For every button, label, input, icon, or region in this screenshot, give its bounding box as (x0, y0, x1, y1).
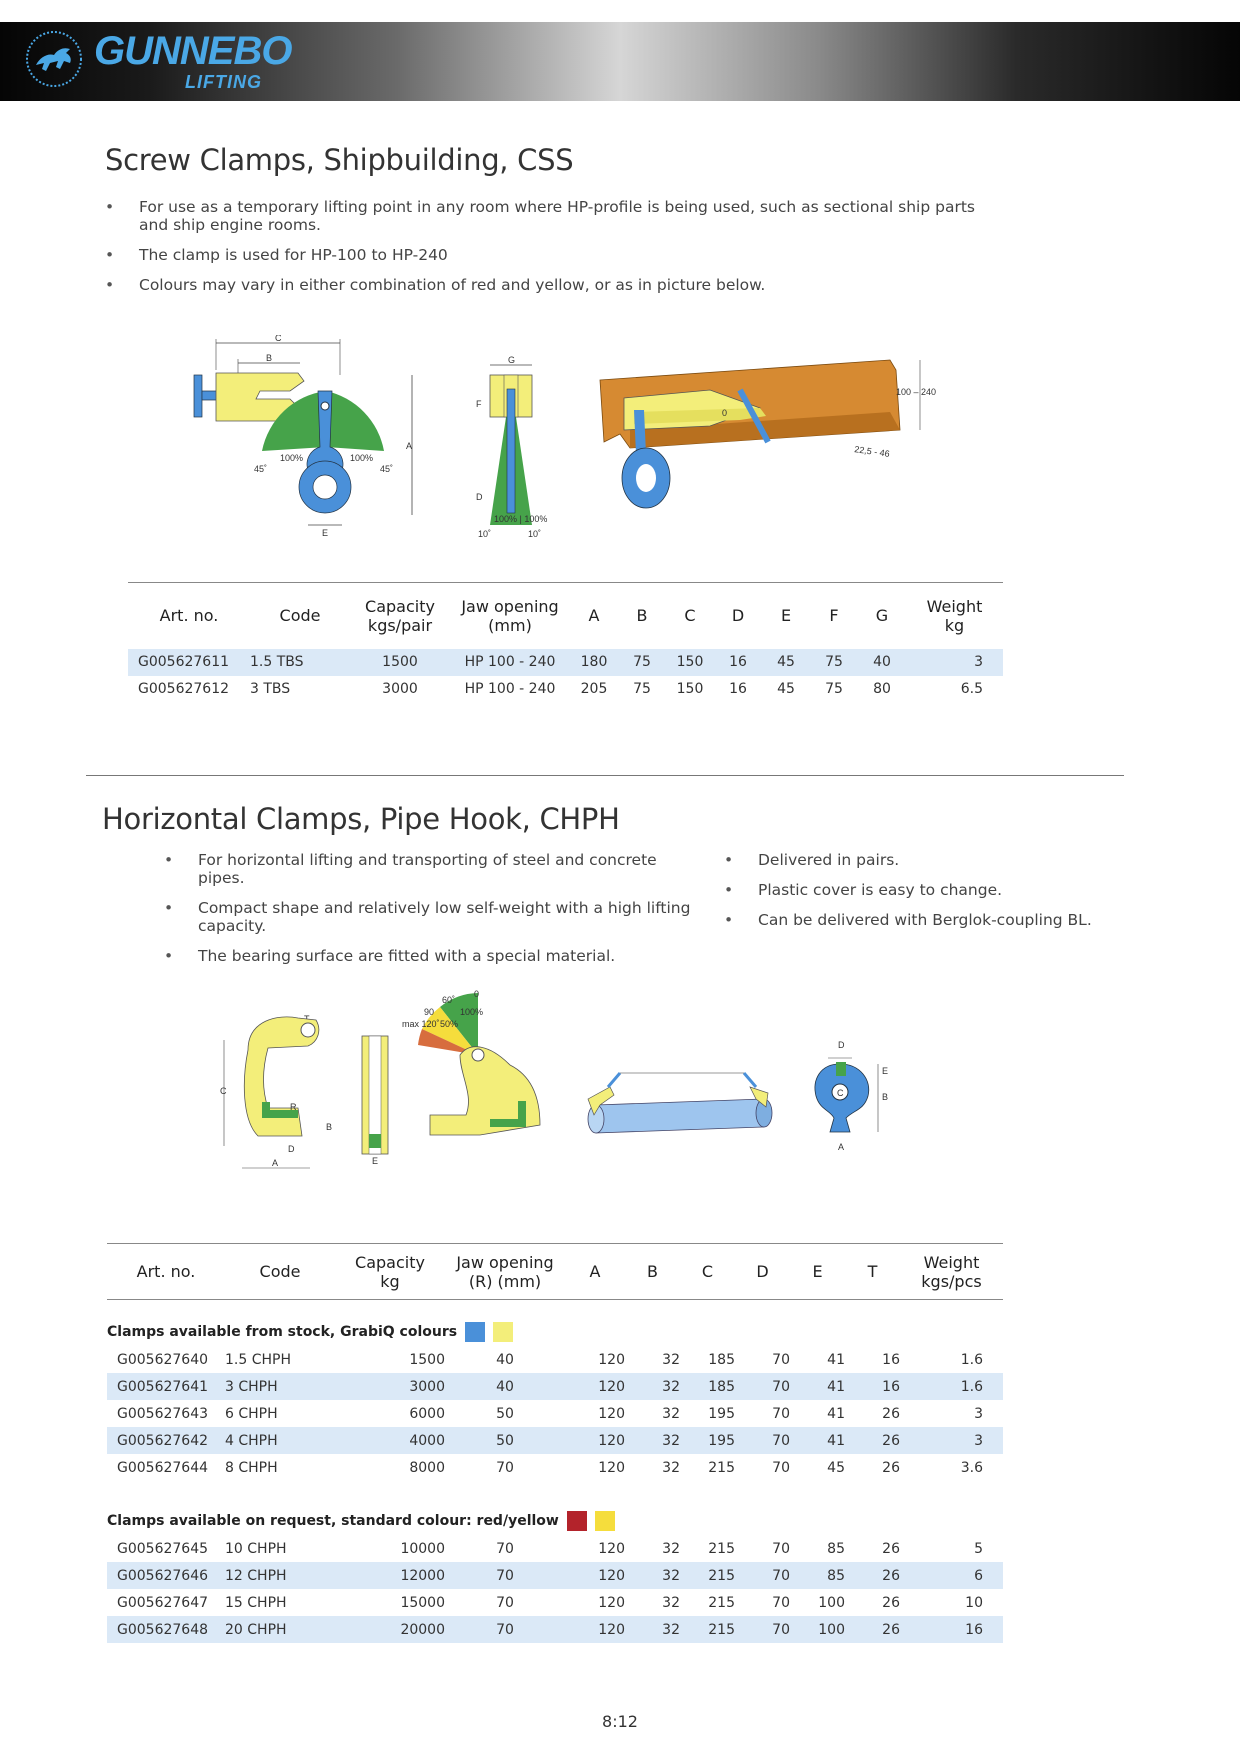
page-number: 8:12 (602, 1712, 638, 1731)
table-cell: 120 (598, 1459, 625, 1476)
table-cell: 15000 (400, 1594, 445, 1611)
table-cell: 3000 (382, 681, 418, 697)
dim-label-d-coupling: D (838, 1040, 845, 1050)
table-cell: 3 TBS (250, 681, 291, 697)
table-cell: 80 (873, 681, 891, 697)
table-cell: 6 (900, 1562, 1003, 1589)
table-cell: 1.5 CHPH (225, 1351, 291, 1368)
table-cell: 85 (790, 1562, 845, 1589)
table-cell: G005627646 (107, 1562, 225, 1589)
table-cell: 3 (906, 649, 1003, 676)
table-cell: 205 (580, 681, 608, 697)
table-cell: 3 CHPH (225, 1373, 335, 1400)
column-header: Capacity kg (355, 1252, 425, 1291)
table-cell: 75 (633, 681, 651, 697)
table-cell: G005627641 (107, 1373, 225, 1400)
column-header: Code (279, 606, 321, 626)
table-cell: 32 (662, 1540, 680, 1557)
header-bar (0, 22, 1240, 101)
table-cell: 1.6 (900, 1373, 1003, 1400)
table-cell: HP 100 - 240 (450, 649, 570, 676)
table-cell: 32 (625, 1616, 680, 1643)
table-cell: 1.6 (960, 1351, 983, 1368)
brand-subtitle: LIFTING (185, 72, 262, 92)
angle-60-label: 60˚ (442, 995, 456, 1005)
table-cell: 70 (772, 1459, 790, 1476)
table-cell: 16 (845, 1373, 900, 1400)
column-header: Weight kgs/pcs (921, 1252, 982, 1291)
table-cell: 1500 (409, 1351, 445, 1368)
dim-label-e-coupling: E (882, 1066, 889, 1076)
dim-label-c: C (275, 335, 282, 343)
table-cell: 40 (445, 1373, 565, 1400)
list-item: • Can be delivered with Berglok-coupling BL. (724, 911, 1124, 929)
table-cell: 50 (496, 1405, 514, 1422)
table-cell: 120 (598, 1405, 625, 1422)
table-row (107, 1373, 1003, 1400)
table-row (107, 1454, 1003, 1481)
table-cell: 50 (445, 1427, 565, 1454)
table-cell: 70 (735, 1373, 790, 1400)
table-cell: 40 (858, 649, 906, 676)
table-cell: 10 CHPH (225, 1540, 287, 1557)
standard-colour-swatch-1 (595, 1511, 615, 1531)
table-cell: 70 (772, 1540, 790, 1557)
table-cell: 40 (496, 1351, 514, 1368)
section-divider (86, 775, 1124, 776)
table-cell: 75 (825, 681, 843, 697)
table-cell: 32 (625, 1562, 680, 1589)
table-cell: G005627612 (138, 681, 230, 697)
table-cell: 120 (598, 1351, 625, 1368)
column-header: A (589, 1262, 601, 1281)
pct-label-right: 100% (350, 453, 374, 463)
table-cell: G005627645 (117, 1540, 209, 1557)
column-header: A (588, 606, 600, 626)
table-row (107, 1616, 1003, 1643)
dim-label-b: B (326, 1122, 333, 1132)
angle-zero-label: 0 (474, 989, 480, 999)
table-cell: 150 (666, 649, 714, 676)
dim-label-d: D (476, 492, 483, 502)
pct-50-label: 50% (440, 1019, 459, 1029)
column-header: Art. no. (159, 606, 219, 626)
table-cell: 100 (790, 1616, 845, 1643)
table-cell: 12 CHPH (225, 1562, 335, 1589)
table-spacer (107, 1481, 1003, 1489)
table-cell: 26 (845, 1616, 900, 1643)
list-item: • For use as a temporary lifting point in any room where HP-profile is being used, such as sectional ship parts and ship engine rooms. (105, 198, 985, 234)
table-cell: 215 (680, 1562, 735, 1589)
column-header: D (756, 1262, 769, 1281)
pipe-hook-front-drawing (356, 1030, 396, 1170)
group-label: Clamps available on request, standard colour: red/yellow (107, 1513, 559, 1529)
grabiq-colour-swatch-0 (465, 1322, 485, 1342)
table-cell: 120 (565, 1562, 625, 1589)
table-cell: 41 (827, 1405, 845, 1422)
table-cell: 70 (772, 1405, 790, 1422)
table-cell: 10000 (400, 1540, 445, 1557)
table-cell: 6000 (409, 1405, 445, 1422)
deg-label-left: 45˚ (254, 464, 268, 474)
table-cell: 70 (735, 1427, 790, 1454)
table-cell: G005627647 (117, 1594, 209, 1611)
grabiq-colour-swatch-1 (493, 1322, 513, 1342)
table-cell: 195 (680, 1427, 735, 1454)
table-cell: 70 (496, 1459, 514, 1476)
table-cell: 32 (662, 1351, 680, 1368)
dim-label-c: C (220, 1086, 227, 1096)
dim-label-a: A (272, 1158, 279, 1168)
table-cell: 26 (882, 1405, 900, 1422)
table-cell: 6.5 (960, 681, 983, 697)
column-header: D (731, 606, 745, 626)
column-header: G (875, 606, 889, 626)
list-item: • Delivered in pairs. (724, 851, 1124, 869)
table-cell: 32 (662, 1405, 680, 1422)
table-cell: 16 (729, 681, 747, 697)
table-cell: HP 100 - 240 (464, 681, 556, 697)
table-cell: 16 (882, 1351, 900, 1368)
list-item: • The bearing surface are fitted with a special material. (164, 947, 704, 965)
table-cell: G005627644 (117, 1459, 209, 1476)
dim-label-d: D (288, 1144, 295, 1154)
pipe-hook-angle-drawing (400, 985, 555, 1150)
table-cell: 215 (708, 1594, 735, 1611)
table-cell: 32 (625, 1427, 680, 1454)
section1-bullet-list (105, 198, 985, 306)
table-cell: 26 (845, 1562, 900, 1589)
table-cell: 3.6 (960, 1459, 983, 1476)
section-title-horizontal-clamps: Horizontal Clamps, Pipe Hook, CHPH (102, 802, 620, 836)
table-row (107, 1589, 1003, 1616)
table-cell: 215 (680, 1616, 735, 1643)
table-body (107, 1300, 1003, 1644)
table-cell: 215 (708, 1459, 735, 1476)
list-item: • The clamp is used for HP-100 to HP-240 (105, 246, 985, 264)
table-cell: 1500 (350, 649, 450, 676)
dim-label-e: E (322, 528, 329, 538)
section-title-screw-clamps: Screw Clamps, Shipbuilding, CSS (105, 143, 574, 177)
table-cell: G005627642 (107, 1427, 225, 1454)
table-cell: 70 (496, 1540, 514, 1557)
angle-90-label: 90 (424, 1007, 435, 1017)
table-cell: 100 (818, 1594, 845, 1611)
column-header: Weight kg (926, 596, 983, 635)
table-row (128, 676, 1003, 703)
dim-label-c-coupling: C (837, 1088, 844, 1098)
list-item: • For horizontal lifting and transporting of steel and concrete pipes. (164, 851, 704, 887)
brand-logo: GUNNEBO (94, 29, 292, 73)
table-cell: 75 (810, 649, 858, 676)
table-cell: G005627648 (107, 1616, 225, 1643)
table-cell: 120 (565, 1427, 625, 1454)
table-cell: 4000 (335, 1427, 445, 1454)
column-header: E (780, 606, 792, 626)
section2-bullet-list-left (164, 851, 704, 977)
column-header: Jaw opening (R) (mm) (456, 1252, 554, 1291)
dim-label-e: E (372, 1156, 379, 1166)
range2-label: 22,5 - 46 (853, 444, 891, 459)
table-cell: 26 (845, 1427, 900, 1454)
table-cell: 16 (900, 1616, 1003, 1643)
group-label: Clamps available from stock, GrabiQ colours (107, 1324, 458, 1340)
table-cell: 45 (827, 1459, 845, 1476)
table-cell: 20000 (335, 1616, 445, 1643)
table-cell: G005627611 (128, 649, 250, 676)
table-cell: 75 (618, 649, 666, 676)
section2-bullet-list-right (724, 851, 1124, 941)
table-cell: 70 (735, 1562, 790, 1589)
table-cell: 70 (445, 1562, 565, 1589)
table-cell: 32 (662, 1594, 680, 1611)
table-cell: 8 CHPH (225, 1459, 278, 1476)
table-cell: 26 (882, 1594, 900, 1611)
table-cell: 16 (714, 649, 762, 676)
table-cell: 3000 (335, 1373, 445, 1400)
column-header: C (701, 1262, 714, 1281)
table-cell: 195 (708, 1405, 735, 1422)
angle-max-label: max 120˚ (402, 1019, 440, 1029)
table-cell: 185 (708, 1351, 735, 1368)
dim-label-a-coupling: A (838, 1142, 845, 1152)
dim-label-g: G (508, 355, 516, 365)
table-cell: G005627640 (117, 1351, 209, 1368)
table-cell: 70 (735, 1616, 790, 1643)
table-cell: 120 (598, 1594, 625, 1611)
dim-label-b: B (266, 353, 273, 363)
pipe-hook-table (107, 1243, 1003, 1643)
table-cell: 70 (772, 1351, 790, 1368)
pipe-lifting-illustration (580, 1065, 775, 1145)
table-cell: 85 (827, 1540, 845, 1557)
table-cell: 12000 (335, 1562, 445, 1589)
standard-colour-swatch-0 (567, 1511, 587, 1531)
table-cell: 3 (900, 1427, 1003, 1454)
column-header: B (647, 1262, 658, 1281)
column-header: E (812, 1262, 823, 1281)
screw-clamp-front-drawing (470, 355, 550, 545)
pct-100-label: 100% (460, 1007, 484, 1017)
table-cell: 20 CHPH (225, 1616, 335, 1643)
dim-label-r: R (290, 1102, 297, 1112)
table-cell: 215 (708, 1540, 735, 1557)
column-header: Art. no. (136, 1262, 196, 1281)
column-header: T (867, 1262, 878, 1281)
label-zero: 0 (722, 408, 728, 418)
table-cell: 32 (662, 1459, 680, 1476)
column-header: C (684, 606, 696, 626)
screw-clamp-beam-illustration (590, 350, 950, 530)
column-header: B (636, 606, 648, 626)
screw-clamp-side-drawing (180, 335, 430, 540)
pipe-hook-side-drawing (218, 990, 348, 1175)
table-group-header (107, 1489, 1003, 1535)
list-item: • Plastic cover is easy to change. (724, 881, 1124, 899)
column-header: Capacity kgs/pair (365, 596, 435, 635)
table-cell: 120 (598, 1540, 625, 1557)
table-cell: 3 (974, 1405, 983, 1422)
table-cell: 120 (565, 1616, 625, 1643)
table-cell: 32 (625, 1373, 680, 1400)
table-cell: 185 (680, 1373, 735, 1400)
table-cell: 70 (772, 1594, 790, 1611)
table-row (107, 1346, 1003, 1373)
table-group-header (107, 1300, 1003, 1347)
table-cell: 6 CHPH (225, 1405, 278, 1422)
table-cell: 26 (882, 1540, 900, 1557)
dim-label-f: F (476, 399, 482, 409)
table-cell: 1.5 TBS (250, 649, 350, 676)
table-cell: 180 (570, 649, 618, 676)
table-row (107, 1562, 1003, 1589)
table-row (107, 1400, 1003, 1427)
table-cell: 45 (777, 681, 795, 697)
screw-clamps-table (128, 582, 1003, 703)
table-cell: 5 (974, 1540, 983, 1557)
horse-emblem-icon (24, 29, 84, 89)
table-cell: 8000 (409, 1459, 445, 1476)
dim-label-a: A (406, 441, 413, 451)
dim-label-b-coupling: B (882, 1092, 889, 1102)
pipe-hook-coupling-drawing (808, 1040, 898, 1160)
table-row (128, 649, 1003, 676)
deg-label-10-left: 10˚ (478, 529, 492, 539)
deg-label-right: 45˚ (380, 464, 394, 474)
list-item: • Colours may vary in either combination of red and yellow, or as in picture below. (105, 276, 985, 294)
pct-pair-label: 100% | 100% (494, 514, 548, 524)
table-cell: 120 (565, 1373, 625, 1400)
column-header: Code (259, 1262, 301, 1281)
deg-label-10-right: 10˚ (528, 529, 542, 539)
table-cell: 41 (827, 1351, 845, 1368)
table-cell: 15 CHPH (225, 1594, 287, 1611)
table-body (128, 649, 1003, 703)
table-cell: G005627643 (117, 1405, 209, 1422)
table-cell: 10 (965, 1594, 983, 1611)
table-cell: 41 (790, 1373, 845, 1400)
table-cell: 45 (762, 649, 810, 676)
column-header: F (829, 606, 839, 626)
list-item: • Compact shape and relatively low self-weight with a high lifting capacity. (164, 899, 704, 935)
table-cell: 4 CHPH (225, 1427, 335, 1454)
table-row (107, 1535, 1003, 1562)
table-cell: 70 (445, 1616, 565, 1643)
table-cell: 70 (496, 1594, 514, 1611)
table-cell: 41 (790, 1427, 845, 1454)
pct-label-left: 100% (280, 453, 304, 463)
range-label: 100 – 240 (896, 387, 937, 397)
table-cell: 26 (882, 1459, 900, 1476)
column-header: Jaw opening (mm) (461, 596, 559, 635)
table-row (107, 1427, 1003, 1454)
table-cell: 150 (676, 681, 704, 697)
